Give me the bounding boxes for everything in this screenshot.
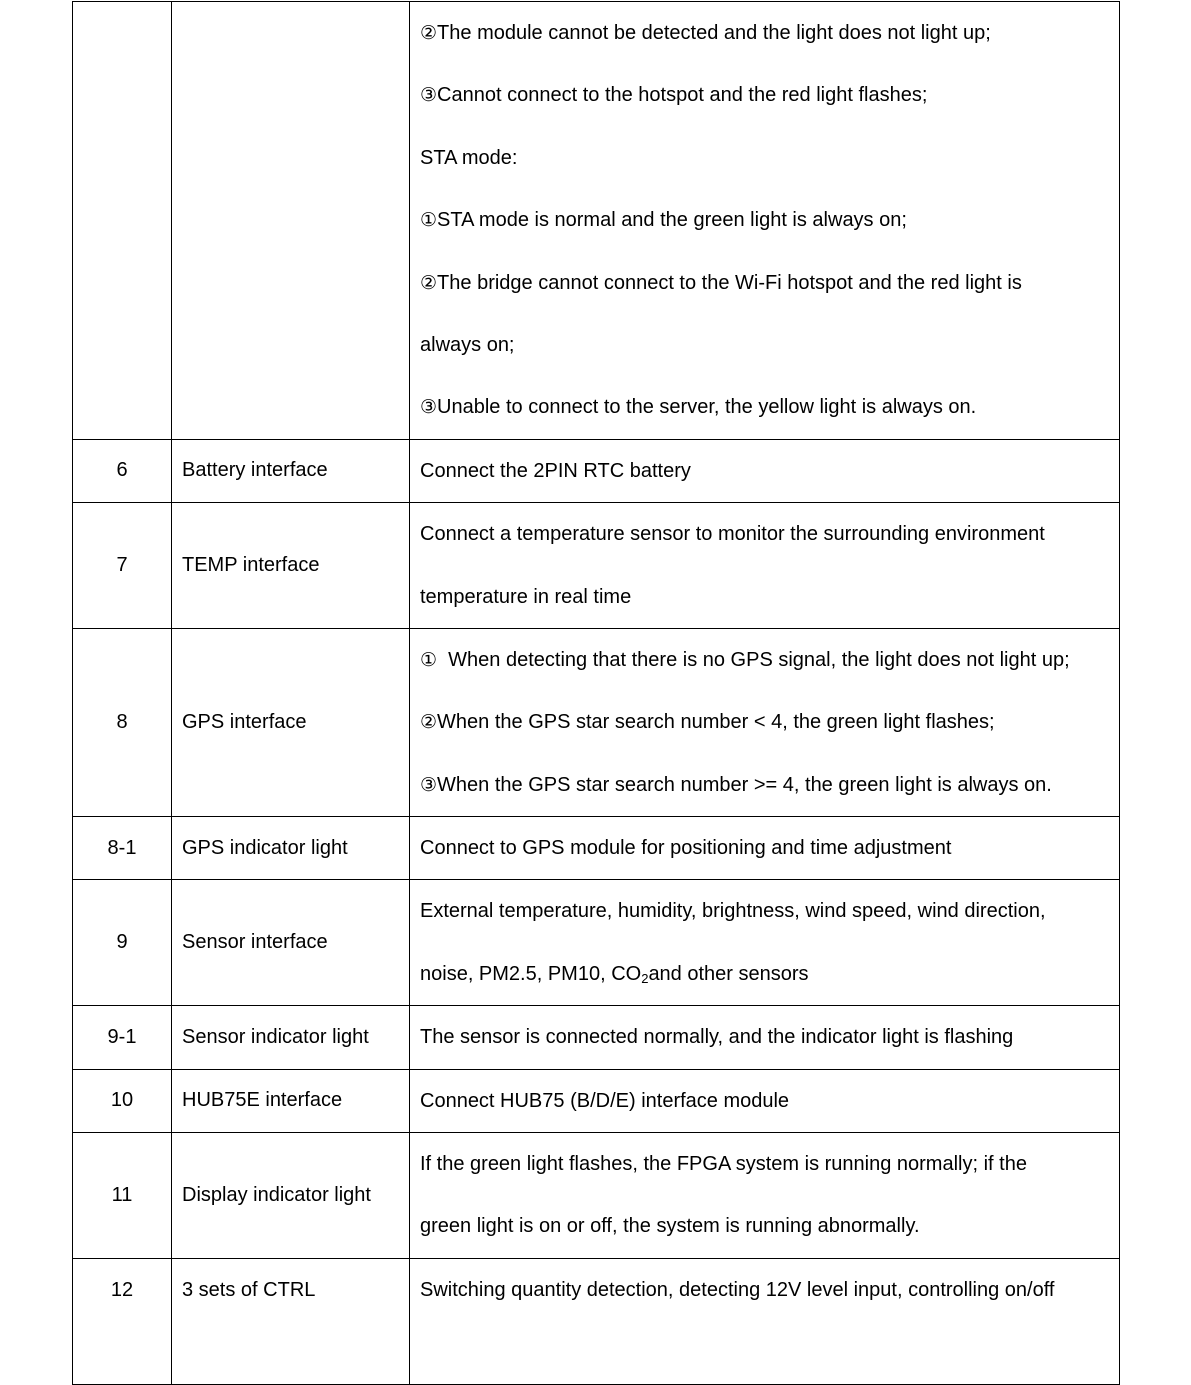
interface-name-cell: GPS interface [172, 628, 410, 816]
description-text: always on; [420, 333, 515, 356]
interface-name-cell: 3 sets of CTRL [172, 1258, 410, 1384]
description-line [420, 1070, 1111, 1132]
description-line [420, 189, 1111, 251]
circled-number-marker: ② [420, 271, 438, 294]
item-number-cell: 8-1 [73, 817, 172, 880]
description-line [420, 1195, 1111, 1257]
interface-name-cell: GPS indicator light [172, 817, 410, 880]
description-cell [410, 880, 1120, 1006]
table-row [73, 2, 1120, 440]
description-cell [410, 2, 1120, 440]
description-text: Cannot connect to the hotspot and the red light flashes; [437, 84, 928, 107]
item-number-cell [73, 2, 172, 440]
description-cell [410, 1069, 1120, 1132]
item-number-cell: 7 [73, 503, 172, 629]
interface-spec-table [72, 1, 1120, 1385]
description-line [420, 252, 1111, 314]
description-line [420, 817, 1111, 879]
item-number-cell: 11 [73, 1133, 172, 1259]
description-text: STA mode is normal and the green light is always on; [437, 209, 907, 232]
table-row [73, 1069, 1120, 1132]
circled-number-marker: ① [420, 648, 438, 671]
description-text-continued: and other sensors [648, 962, 809, 985]
table-row [73, 1133, 1120, 1259]
description-text: temperature in real time [420, 585, 632, 608]
interface-name-cell: Sensor interface [172, 880, 410, 1006]
description-text: noise, PM2.5, PM10, CO [420, 962, 642, 985]
description-line [420, 880, 1111, 942]
table-row [73, 1258, 1120, 1384]
description-cell [410, 503, 1120, 629]
interface-name-cell: TEMP interface [172, 503, 410, 629]
subscript-text: 2 [641, 970, 649, 986]
description-line [420, 314, 1111, 376]
description-line [420, 2, 1111, 64]
circled-number-marker: ③ [420, 396, 438, 419]
description-text: When detecting that there is no GPS signal, the light does not light up; [437, 648, 1070, 671]
interface-name-cell: Sensor indicator light [172, 1006, 410, 1069]
interface-name-cell [172, 2, 410, 440]
item-number-cell: 8 [73, 628, 172, 816]
table-row [73, 439, 1120, 502]
table-row [73, 817, 1120, 880]
interface-name-cell: Battery interface [172, 439, 410, 502]
description-text: When the GPS star search number < 4, the green light flashes; [437, 711, 995, 734]
item-number-cell: 6 [73, 439, 172, 502]
description-text: Connect the 2PIN RTC battery [420, 459, 691, 482]
description-text: Connect HUB75 (B/D/E) interface module [420, 1089, 790, 1112]
description-line [420, 629, 1111, 691]
circled-number-marker: ③ [420, 773, 438, 796]
description-line [420, 64, 1111, 126]
description-text: External temperature, humidity, brightness, wind speed, wind direction, [420, 900, 1046, 923]
description-line [420, 691, 1111, 753]
description-line [420, 566, 1111, 628]
description-cell [410, 1006, 1120, 1069]
description-line [420, 1133, 1111, 1195]
item-number-cell: 9-1 [73, 1006, 172, 1069]
table-row [73, 503, 1120, 629]
description-cell [410, 1258, 1120, 1384]
description-text: Unable to connect to the server, the yellow light is always on. [437, 396, 977, 419]
description-text: Connect a temperature sensor to monitor the surrounding environment [420, 523, 1045, 546]
description-text: STA mode: [420, 146, 518, 169]
description-text: If the green light flashes, the FPGA system is running normally; if the [420, 1153, 1027, 1176]
description-cell [410, 1133, 1120, 1259]
interface-name-cell: HUB75E interface [172, 1069, 410, 1132]
description-text: The module cannot be detected and the light does not light up; [437, 22, 991, 44]
circled-number-marker: ② [420, 711, 438, 734]
description-line [420, 1259, 1111, 1321]
interface-name-cell: Display indicator light [172, 1133, 410, 1259]
description-cell [410, 439, 1120, 502]
description-cell [410, 628, 1120, 816]
table-row [73, 880, 1120, 1006]
description-text: green light is on or off, the system is running abnormally. [420, 1215, 920, 1238]
description-text: When the GPS star search number >= 4, the green light is always on. [437, 773, 1052, 796]
description-text: Connect to GPS module for positioning and time adjustment [420, 837, 952, 860]
description-line [420, 503, 1111, 565]
item-number-cell: 9 [73, 880, 172, 1006]
description-line [420, 440, 1111, 502]
description-line [420, 754, 1111, 816]
description-text: The sensor is connected normally, and the indicator light is flashing [420, 1026, 1014, 1049]
description-cell [410, 817, 1120, 880]
circled-number-marker: ① [420, 209, 438, 232]
description-line [420, 943, 1111, 1005]
table-body [73, 2, 1120, 1385]
description-line [420, 1006, 1111, 1068]
table-row [73, 628, 1120, 816]
circled-number-marker: ② [420, 22, 438, 44]
description-text: The bridge cannot connect to the Wi-Fi hotspot and the red light is [437, 271, 1022, 294]
table-row [73, 1006, 1120, 1069]
description-line [420, 127, 1111, 189]
item-number-cell: 10 [73, 1069, 172, 1132]
item-number-cell: 12 [73, 1258, 172, 1384]
description-line [420, 376, 1111, 438]
description-text: Switching quantity detection, detecting 12V level input, controlling on/off [420, 1278, 1055, 1301]
circled-number-marker: ③ [420, 84, 438, 107]
